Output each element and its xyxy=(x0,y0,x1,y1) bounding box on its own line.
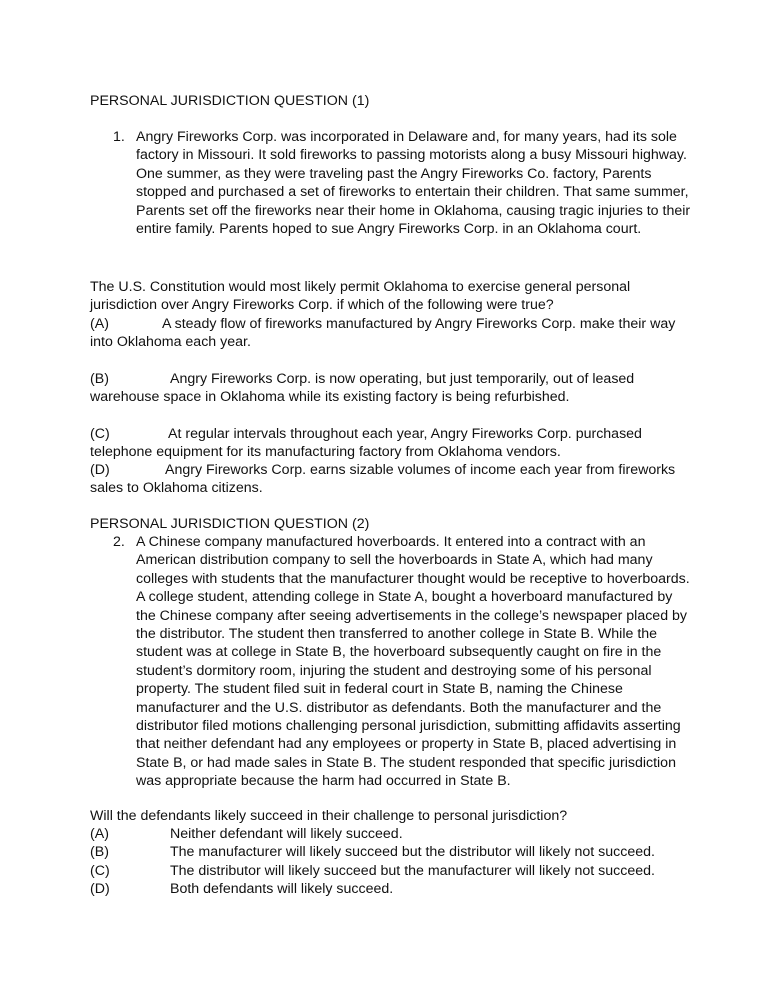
option-text: Neither defendant will likely succeed. xyxy=(170,826,403,842)
q1-question: The U.S. Constitution would most likely permit Oklahoma to exercise general personal jurisdiction over Angry Fireworks Corp. if which of the following were true? xyxy=(90,279,631,314)
q2-heading: PERSONAL JURISDICTION QUESTION (2) xyxy=(90,516,370,532)
option-label: (D) xyxy=(90,881,110,898)
option-text: At regular intervals throughout each year, Angry Fireworks Corp. purchased telephone equipment for its manufacturing factory from Oklahoma vendors. xyxy=(90,426,642,461)
option-text: Angry Fireworks Corp. earns sizable volumes of income each year from fireworks sales to Oklahoma citizens. xyxy=(90,462,676,497)
q2-number: 2. xyxy=(113,534,125,550)
option-label: (C) xyxy=(90,426,110,442)
q2-option-c xyxy=(90,862,690,880)
option-text: Angry Fireworks Corp. is now operating, but just temporarily, out of leased warehouse space in Oklahoma while its existing factory is being refurbished. xyxy=(90,371,635,406)
q1-number: 1. xyxy=(113,129,125,145)
q2-option-d xyxy=(90,880,690,898)
q2-option-a xyxy=(90,825,690,843)
q1-option-a xyxy=(90,315,690,352)
q1-fact-pattern: Angry Fireworks Corp. was incorporated in Delaware and, for many years, had its sole factory in Missouri. It sold fireworks to passing motorists along a busy Missouri highway. One summer, as they were traveling past the Angry Fireworks Co. factory, Parents stopped and purchased a set of fireworks to entertain their children. That same summer, Parents set off the fireworks near their home in Oklahoma, causing tragic injuries to their entire family. Parents hoped to sue Angry Fireworks Corp. in an Oklahoma court. xyxy=(136,129,691,238)
q1-item xyxy=(90,128,690,258)
option-label: (B) xyxy=(90,371,109,387)
q1-option-c xyxy=(90,425,690,462)
option-label: (A) xyxy=(90,826,109,842)
option-label: (A) xyxy=(90,316,109,332)
option-text: Both defendants will likely succeed. xyxy=(170,881,394,898)
option-text: A steady flow of fireworks manufactured by Angry Fireworks Corp. make their way into Oklahoma each year. xyxy=(90,316,676,351)
option-label: (D) xyxy=(90,462,110,478)
q2-fact-pattern: A Chinese company manufactured hoverboards. It entered into a contract with an American distribution company to sell the hoverboards in State A, which had many colleges with students that the manufacturer thought would be receptive to hoverboards. A college student, attending college in State A, bought a hoverboard manufactured by the Chinese company after seeing advertisements in the college’s newspaper placed by the distributor. The student then transferred to another college in State B. While the student was at college in State B, the hoverboard subsequently caught on fire in the student’s dormitory room, injuring the student and destroying some of his personal property. The student filed suit in federal court in State B, naming the Chinese manufacturer and the U.S. distributor as defendants. Both the manufacturer and the distributor filed motions challenging personal jurisdiction, submitting affidavits asserting that neither defendant had any employees or property in State B, placed advertising in State B, or had made sales in State B. The student responded that specific jurisdiction was appropriate because the harm had occurred in State B. xyxy=(136,534,690,790)
q1-heading: PERSONAL JURISDICTION QUESTION (1) xyxy=(90,93,370,109)
option-label: (B) xyxy=(90,844,109,861)
q1-option-b xyxy=(90,370,690,407)
option-text: The distributor will likely succeed but the manufacturer will likely not succeed. xyxy=(170,862,655,879)
q2-item xyxy=(90,533,690,803)
q2-question: Will the defendants likely succeed in their challenge to personal jurisdiction? xyxy=(90,808,568,824)
option-text: The manufacturer will likely succeed but the distributor will likely not succeed. xyxy=(170,844,655,861)
q2-option-b xyxy=(90,843,690,861)
q1-option-d xyxy=(90,461,690,498)
q2-options xyxy=(90,825,690,899)
option-label: (C) xyxy=(90,862,110,879)
